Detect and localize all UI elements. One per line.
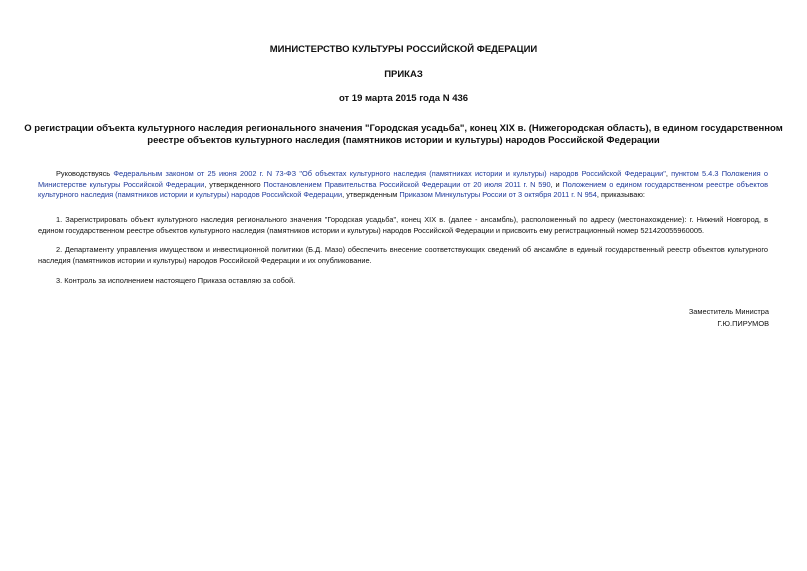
ministry-name: МИНИСТЕРСТВО КУЛЬТУРЫ РОССИЙСКОЙ ФЕДЕРАЦИИ: [269, 44, 538, 55]
link-ministry-order[interactable]: Приказом Минкультуры России от 3 октября 2011 г. N 954: [399, 190, 597, 200]
preamble-text-1: Руководствуясь: [56, 169, 114, 178]
preamble-text-5: , утвержденным: [342, 190, 400, 200]
link-ministry-regulation-point[interactable]: пунктом 5.4.3 Положения о Министерстве культуры Российской Федерации: [38, 169, 768, 189]
preamble-text-3: , утвержденного: [204, 179, 264, 189]
document-title: [0, 123, 807, 147]
link-government-decree[interactable]: Постановлением Правительства Российской Федерации от 20 июля 2011 г. N 590: [263, 179, 551, 189]
clause-3-paragraph: 3. Контроль за исполнением настоящего Приказа оставляю за собой.: [56, 276, 296, 285]
clause-2-paragraph: 2. Департаменту управления имуществом и инвестиционной политики (Б.Д. Мазо) обеспечить внесение соответствующих сведений об ансамбле в единый государственный реестр объектов культурного наследия (памятников истории и культуры) народов Российской Федерации и их опубликование.: [38, 245, 768, 265]
document-title-line-2: реестре объектов культурного наследия (памятников истории и культуры) народов Российской Федерации: [147, 135, 660, 146]
document-date-number: от 19 марта 2015 года N 436: [338, 93, 469, 104]
preamble-text-2: ,: [665, 169, 672, 178]
signatory-name: Г.Ю.ПИРУМОВ: [717, 319, 769, 328]
preamble-text-4: , и: [550, 179, 563, 189]
link-registry-regulation[interactable]: Положением о едином государственном реестре объектов культурного наследия (памятников истории и культуры) народов Российской Федерации: [38, 179, 769, 200]
link-federal-law[interactable]: Федеральным законом от 25 июня 2002 г. N 73-ФЗ "Об объектах культурного наследия (памятниках истории и культуры) народов Российской Федерации": [113, 169, 666, 178]
clause-1-paragraph: 1. Зарегистрировать объект культурного наследия регионального значения "Городская усадьба", конец XIX в. (далее - ансамбль), расположенный по адресу (местонахождение): г. Нижний Новгород, в едином государственном реестре объектов культурного наследия (памятников истории и культуры) народов Российской Федерации и присвоить ему регистрационный номер 521420055960005.: [38, 215, 768, 235]
document-title-line-1: О регистрации объекта культурного наследия регионального значения "Городская усадьба", конец XIX в. (Нижегородская область), в едином государственном: [24, 123, 783, 134]
signatory-position: Заместитель Министра: [688, 307, 769, 316]
preamble-text-6: , приказываю:: [596, 190, 645, 200]
preamble-paragraph: [38, 169, 768, 201]
document-type: ПРИКАЗ: [384, 69, 423, 80]
